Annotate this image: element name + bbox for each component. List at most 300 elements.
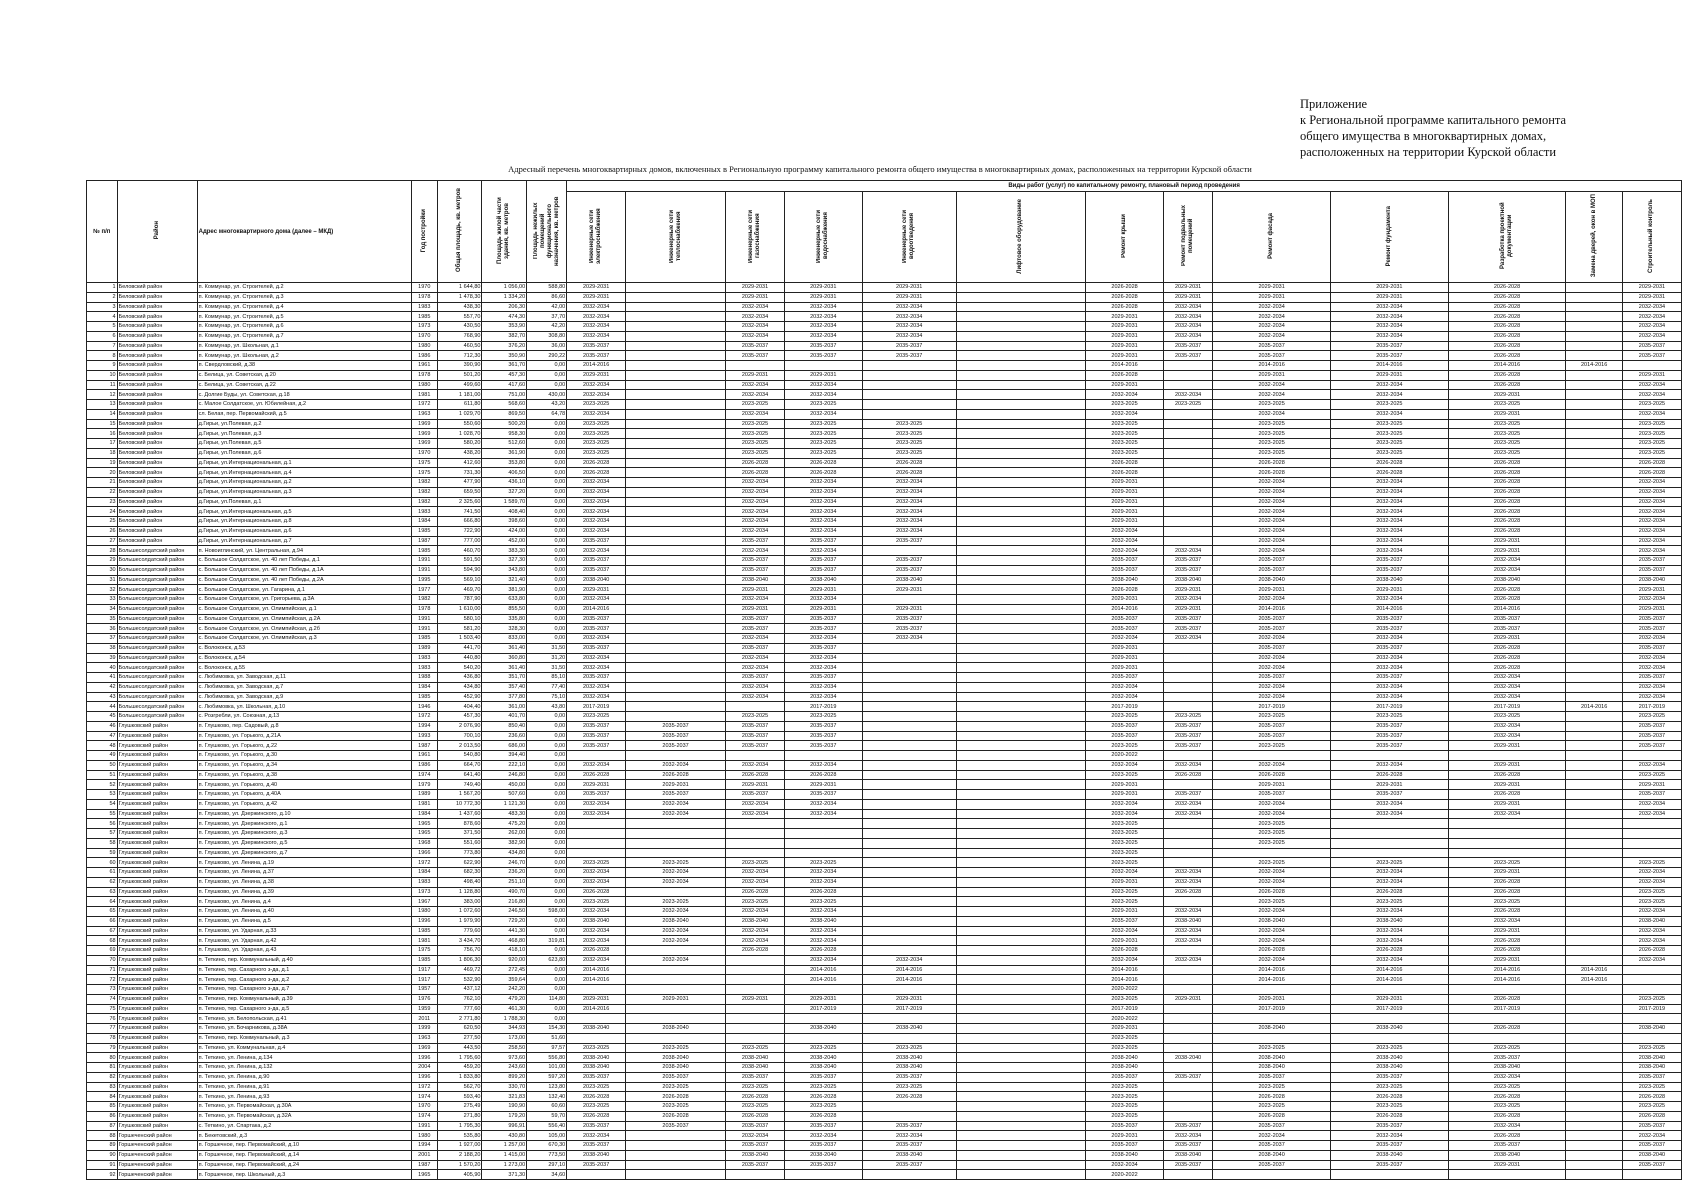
cell-water: 2032-2034	[784, 653, 862, 663]
cell-elec: 2038-2040	[567, 1053, 626, 1063]
cell-gas: 2035-2037	[726, 536, 785, 546]
cell-total-area: 878,60	[437, 819, 482, 829]
cell-facade: 2026-2028	[1213, 770, 1331, 780]
cell-elec: 2035-2037	[567, 643, 626, 653]
cell-heat	[626, 1033, 726, 1043]
cell-sewer	[862, 702, 956, 712]
cell-doors	[1566, 780, 1622, 790]
cell-roof: 2023-2025	[1086, 419, 1164, 429]
cell-num: 26	[87, 526, 118, 536]
cell-design: 2032-2034	[1448, 682, 1566, 692]
cell-water: 2023-2025	[784, 1082, 862, 1092]
cell-design: 2026-2028	[1448, 1092, 1566, 1102]
table-row	[87, 848, 1682, 858]
cell-lift	[956, 936, 1085, 946]
cell-facade: 2026-2028	[1213, 458, 1331, 468]
cell-total-area: 593,40	[437, 1092, 482, 1102]
cell-elec: 2029-2031	[567, 780, 626, 790]
cell-control: 2032-2034	[1622, 302, 1681, 312]
cell-sewer: 2032-2034	[862, 322, 956, 332]
cell-doors: 2014-2016	[1566, 965, 1622, 975]
cell-nonres-area: 0,00	[527, 887, 567, 897]
cell-control: 2023-2025	[1622, 429, 1681, 439]
cell-doors	[1566, 643, 1622, 653]
cell-elec: 2035-2037	[567, 1141, 626, 1151]
cell-roof: 2038-2040	[1086, 1053, 1164, 1063]
cell-living-area: 350,90	[482, 351, 527, 361]
cell-living-area: 361,40	[482, 663, 527, 673]
cell-elec	[567, 1170, 626, 1180]
cell-control: 2032-2034	[1622, 809, 1681, 819]
cell-year: 1976	[411, 994, 437, 1004]
cell-address: п. Теткино, пер. Коммунальный, д.3	[197, 1033, 411, 1043]
cell-roof: 2023-2025	[1086, 1082, 1164, 1092]
table-row	[87, 731, 1682, 741]
cell-heat: 2035-2037	[626, 790, 726, 800]
cell-basement	[1163, 858, 1212, 868]
cell-foundation: 2032-2034	[1331, 478, 1449, 488]
cell-basement	[1163, 439, 1212, 449]
cell-roof: 2032-2034	[1086, 682, 1164, 692]
cell-district: Большесолдатский район	[117, 546, 197, 556]
cell-num: 75	[87, 1004, 118, 1014]
cell-doors	[1566, 341, 1622, 351]
cell-facade: 2023-2025	[1213, 741, 1331, 751]
cell-gas: 2032-2034	[726, 634, 785, 644]
cell-nonres-area: 556,80	[527, 1053, 567, 1063]
cell-num: 30	[87, 565, 118, 575]
cell-facade: 2032-2034	[1213, 302, 1331, 312]
cell-facade: 2032-2034	[1213, 526, 1331, 536]
cell-control: 2032-2034	[1622, 409, 1681, 419]
cell-water: 2029-2031	[784, 585, 862, 595]
cell-control: 2029-2031	[1622, 292, 1681, 302]
cell-elec: 2035-2037	[567, 556, 626, 566]
cell-gas: 2032-2034	[726, 390, 785, 400]
cell-lift	[956, 1092, 1085, 1102]
cell-facade: 2017-2019	[1213, 1004, 1331, 1014]
cell-doors	[1566, 829, 1622, 839]
cell-district: Глушковский район	[117, 897, 197, 907]
cell-elec: 2035-2037	[567, 673, 626, 683]
cell-facade: 2038-2040	[1213, 1024, 1331, 1034]
cell-gas: 2029-2031	[726, 283, 785, 293]
cell-facade: 2032-2034	[1213, 760, 1331, 770]
cell-design: 2029-2031	[1448, 634, 1566, 644]
cell-gas: 2023-2025	[726, 429, 785, 439]
cell-basement	[1163, 487, 1212, 497]
cell-roof: 2023-2025	[1086, 897, 1164, 907]
cell-district: Беловский район	[117, 322, 197, 332]
cell-elec: 2026-2028	[567, 946, 626, 956]
cell-num: 84	[87, 1092, 118, 1102]
cell-living-area: 246,70	[482, 858, 527, 868]
cell-num: 12	[87, 390, 118, 400]
cell-total-area: 390,90	[437, 361, 482, 371]
cell-lift	[956, 819, 1085, 829]
cell-facade: 2026-2028	[1213, 1092, 1331, 1102]
cell-water: 2032-2034	[784, 517, 862, 527]
cell-elec: 2032-2034	[567, 692, 626, 702]
cell-lift	[956, 302, 1085, 312]
cell-elec: 2032-2034	[567, 877, 626, 887]
cell-num: 58	[87, 838, 118, 848]
cell-facade: 2035-2037	[1213, 790, 1331, 800]
cell-foundation: 2032-2034	[1331, 595, 1449, 605]
cell-facade: 2023-2025	[1213, 448, 1331, 458]
cell-year: 1986	[411, 351, 437, 361]
cell-roof: 2035-2037	[1086, 1121, 1164, 1131]
cell-control: 2032-2034	[1622, 936, 1681, 946]
cell-year: 1985	[411, 312, 437, 322]
cell-doors	[1566, 653, 1622, 663]
cell-sewer	[862, 751, 956, 761]
cell-design: 2035-2037	[1448, 624, 1566, 634]
cell-heat: 2032-2034	[626, 907, 726, 917]
cell-facade: 2038-2040	[1213, 1053, 1331, 1063]
cell-address: п. Горшечное, пер. Первомайский, д.10	[197, 1141, 411, 1151]
cell-sewer: 2026-2028	[862, 1092, 956, 1102]
table-row	[87, 829, 1682, 839]
cell-year: 1984	[411, 868, 437, 878]
cell-address: п. Коммунар, ул. Строителей, д.7	[197, 331, 411, 341]
cell-district: Глушковский район	[117, 760, 197, 770]
cell-foundation: 2032-2034	[1331, 653, 1449, 663]
cell-elec: 2035-2037	[567, 790, 626, 800]
cell-doors	[1566, 400, 1622, 410]
cell-control	[1622, 1170, 1681, 1180]
cell-num: 71	[87, 965, 118, 975]
cell-sewer: 2032-2034	[862, 634, 956, 644]
cell-sewer: 2017-2019	[862, 1004, 956, 1014]
cell-water: 2032-2034	[784, 955, 862, 965]
cell-district: Глушковский район	[117, 1033, 197, 1043]
cell-sewer: 2023-2025	[862, 439, 956, 449]
cell-num: 89	[87, 1141, 118, 1151]
cell-num: 79	[87, 1043, 118, 1053]
cell-living-area: 408,40	[482, 507, 527, 517]
cell-roof: 2029-2031	[1086, 497, 1164, 507]
cell-doors	[1566, 458, 1622, 468]
cell-doors	[1566, 565, 1622, 575]
cell-water: 2026-2028	[784, 946, 862, 956]
cell-control: 2032-2034	[1622, 692, 1681, 702]
cell-water: 2023-2025	[784, 1102, 862, 1112]
cell-roof: 2032-2034	[1086, 390, 1164, 400]
cell-lift	[956, 546, 1085, 556]
cell-elec: 2032-2034	[567, 507, 626, 517]
cell-living-area: 686,00	[482, 741, 527, 751]
cell-elec: 2032-2034	[567, 634, 626, 644]
cell-lift	[956, 946, 1085, 956]
cell-lift	[956, 634, 1085, 644]
cell-doors	[1566, 497, 1622, 507]
cell-foundation: 2026-2028	[1331, 468, 1449, 478]
cell-water: 2029-2031	[784, 292, 862, 302]
cell-lift	[956, 370, 1085, 380]
cell-nonres-area: 0,00	[527, 741, 567, 751]
cell-sewer	[862, 926, 956, 936]
cell-nonres-area: 319,81	[527, 936, 567, 946]
cell-doors	[1566, 790, 1622, 800]
cell-address: п. Горшечное, пер. Школьный, д.3	[197, 1170, 411, 1180]
col-heat: Инженерные сети теплоснабжения	[626, 192, 726, 283]
cell-sewer	[862, 877, 956, 887]
cell-total-area: 540,80	[437, 751, 482, 761]
cell-district: Глушковский район	[117, 799, 197, 809]
cell-num: 65	[87, 907, 118, 917]
cell-water: 2032-2034	[784, 663, 862, 673]
cell-lift	[956, 312, 1085, 322]
cell-living-area: 483,30	[482, 809, 527, 819]
cell-facade: 2032-2034	[1213, 809, 1331, 819]
cell-total-area: 777,00	[437, 536, 482, 546]
cell-water	[784, 985, 862, 995]
cell-doors	[1566, 1131, 1622, 1141]
cell-address: п. Глушково, ул. Дзержинского, д.10	[197, 809, 411, 819]
cell-living-area: 434,80	[482, 848, 527, 858]
cell-address: п. Теткино, ул. Ленина, д.132	[197, 1063, 411, 1073]
table-row	[87, 292, 1682, 302]
cell-facade: 2032-2034	[1213, 955, 1331, 965]
cell-heat	[626, 595, 726, 605]
cell-heat	[626, 712, 726, 722]
cell-num: 18	[87, 448, 118, 458]
cell-total-area: 700,10	[437, 731, 482, 741]
cell-foundation: 2035-2037	[1331, 1121, 1449, 1131]
cell-roof: 2029-2031	[1086, 380, 1164, 390]
cell-basement: 2023-2025	[1163, 400, 1212, 410]
cell-doors	[1566, 312, 1622, 322]
cell-total-area: 562,70	[437, 1082, 482, 1092]
cell-gas: 2029-2031	[726, 604, 785, 614]
cell-address: п. Теткино, пер. Коммунальный, д.39	[197, 994, 411, 1004]
cell-lift	[956, 497, 1085, 507]
cell-basement: 2032-2034	[1163, 907, 1212, 917]
cell-heat: 2023-2025	[626, 1102, 726, 1112]
cell-lift	[956, 429, 1085, 439]
cell-gas: 2035-2037	[726, 1160, 785, 1170]
cell-water: 2029-2031	[784, 780, 862, 790]
cell-nonres-area: 154,30	[527, 1024, 567, 1034]
cell-district: Беловский район	[117, 448, 197, 458]
cell-year: 1974	[411, 1111, 437, 1121]
cell-doors	[1566, 1043, 1622, 1053]
cell-nonres-area: 0,00	[527, 507, 567, 517]
cell-basement	[1163, 468, 1212, 478]
cell-doors	[1566, 838, 1622, 848]
cell-heat	[626, 478, 726, 488]
cell-heat: 2035-2037	[626, 741, 726, 751]
cell-gas: 2026-2028	[726, 770, 785, 780]
cell-lift	[956, 868, 1085, 878]
cell-nonres-area: 101,00	[527, 1063, 567, 1073]
cell-design: 2029-2031	[1448, 741, 1566, 751]
cell-foundation: 2014-2016	[1331, 975, 1449, 985]
cell-facade: 2032-2034	[1213, 682, 1331, 692]
table-row	[87, 614, 1682, 624]
cell-living-area: 243,60	[482, 1063, 527, 1073]
cell-address: п. Глушково, ул. Ленина, д.37	[197, 868, 411, 878]
cell-district: Большесолдатский район	[117, 692, 197, 702]
cell-design: 2026-2028	[1448, 487, 1566, 497]
cell-heat	[626, 390, 726, 400]
cell-facade: 2023-2025	[1213, 1102, 1331, 1112]
cell-facade: 2035-2037	[1213, 1141, 1331, 1151]
cell-sewer: 2023-2025	[862, 429, 956, 439]
cell-control: 2023-2025	[1622, 994, 1681, 1004]
cell-elec: 2032-2034	[567, 322, 626, 332]
cell-foundation: 2023-2025	[1331, 1102, 1449, 1112]
cell-year: 1983	[411, 507, 437, 517]
cell-total-area: 773,80	[437, 848, 482, 858]
cell-control: 2035-2037	[1622, 790, 1681, 800]
cell-living-area: 850,40	[482, 721, 527, 731]
cell-address: с. Волоконск, д.54	[197, 653, 411, 663]
cell-living-area: 1 056,00	[482, 283, 527, 293]
cell-basement: 2032-2034	[1163, 390, 1212, 400]
cell-lift	[956, 653, 1085, 663]
cell-lift	[956, 1141, 1085, 1151]
cell-num: 39	[87, 653, 118, 663]
cell-num: 88	[87, 1131, 118, 1141]
cell-design: 2032-2034	[1448, 565, 1566, 575]
cell-year: 1975	[411, 468, 437, 478]
cell-living-area: 343,80	[482, 565, 527, 575]
cell-facade: 2032-2034	[1213, 390, 1331, 400]
cell-facade: 2023-2025	[1213, 1043, 1331, 1053]
table-row	[87, 1160, 1682, 1170]
cell-sewer	[862, 409, 956, 419]
cell-sewer: 2032-2034	[862, 478, 956, 488]
cell-sewer: 2035-2037	[862, 1141, 956, 1151]
cell-elec: 2035-2037	[567, 536, 626, 546]
cell-water: 2032-2034	[784, 507, 862, 517]
cell-total-area: 731,30	[437, 468, 482, 478]
cell-year: 1991	[411, 614, 437, 624]
cell-elec	[567, 1033, 626, 1043]
cell-water: 2032-2034	[784, 526, 862, 536]
cell-year: 1965	[411, 829, 437, 839]
cell-facade: 2023-2025	[1213, 419, 1331, 429]
cell-district: Большесолдатский район	[117, 565, 197, 575]
cell-year: 1946	[411, 702, 437, 712]
cell-roof: 2032-2034	[1086, 634, 1164, 644]
cell-gas: 2029-2031	[726, 370, 785, 380]
cell-control: 2023-2025	[1622, 712, 1681, 722]
cell-lift	[956, 1170, 1085, 1180]
cell-lift	[956, 595, 1085, 605]
cell-living-area: 869,50	[482, 409, 527, 419]
table-row	[87, 858, 1682, 868]
cell-control	[1622, 361, 1681, 371]
cell-nonres-area: 623,80	[527, 955, 567, 965]
cell-facade: 2014-2016	[1213, 361, 1331, 371]
cell-elec: 2029-2031	[567, 283, 626, 293]
cell-district: Беловский район	[117, 526, 197, 536]
cell-foundation: 2035-2037	[1331, 565, 1449, 575]
cell-district: Глушковский район	[117, 819, 197, 829]
cell-basement: 2035-2037	[1163, 731, 1212, 741]
cell-lift	[956, 760, 1085, 770]
cell-total-area: 1 610,00	[437, 604, 482, 614]
cell-doors	[1566, 1082, 1622, 1092]
cell-num: 53	[87, 790, 118, 800]
cell-nonres-area: 31,20	[527, 653, 567, 663]
cell-doors	[1566, 478, 1622, 488]
cell-sewer	[862, 692, 956, 702]
cell-basement: 2032-2034	[1163, 955, 1212, 965]
cell-gas	[726, 819, 785, 829]
col-sewer: Инженерные сети водоотведения	[862, 192, 956, 283]
cell-num: 16	[87, 429, 118, 439]
cell-design: 2023-2025	[1448, 1082, 1566, 1092]
cell-roof: 2020-2022	[1086, 1014, 1164, 1024]
cell-water: 2038-2040	[784, 1063, 862, 1073]
cell-total-area: 440,80	[437, 653, 482, 663]
table-row	[87, 877, 1682, 887]
cell-num: 85	[87, 1102, 118, 1112]
cell-district: Глушковский район	[117, 1092, 197, 1102]
cell-district: Глушковский район	[117, 985, 197, 995]
cell-roof: 2023-2025	[1086, 838, 1164, 848]
cell-nonres-area: 0,00	[527, 439, 567, 449]
cell-gas: 2023-2025	[726, 897, 785, 907]
cell-roof: 2023-2025	[1086, 712, 1164, 722]
cell-lift	[956, 1102, 1085, 1112]
cell-heat	[626, 848, 726, 858]
cell-lift	[956, 985, 1085, 995]
cell-elec: 2029-2031	[567, 370, 626, 380]
cell-nonres-area: 0,00	[527, 916, 567, 926]
cell-total-area: 1 570,20	[437, 1160, 482, 1170]
cell-heat	[626, 341, 726, 351]
cell-year: 1980	[411, 1131, 437, 1141]
cell-design: 2032-2034	[1448, 1072, 1566, 1082]
cell-roof: 2023-2025	[1086, 848, 1164, 858]
cell-district: Беловский район	[117, 517, 197, 527]
cell-basement: 2038-2040	[1163, 916, 1212, 926]
cell-district: Глушковский район	[117, 790, 197, 800]
cell-living-area: 361,40	[482, 643, 527, 653]
cell-living-area: 401,70	[482, 712, 527, 722]
cell-nonres-area: 0,00	[527, 1014, 567, 1024]
cell-control: 2038-2040	[1622, 1150, 1681, 1160]
cell-gas: 2026-2028	[726, 1111, 785, 1121]
cell-basement: 2035-2037	[1163, 790, 1212, 800]
cell-district: Большесолдатский район	[117, 575, 197, 585]
cell-basement	[1163, 673, 1212, 683]
cell-sewer: 2035-2037	[862, 565, 956, 575]
cell-doors	[1566, 409, 1622, 419]
cell-foundation: 2035-2037	[1331, 741, 1449, 751]
cell-roof: 2032-2034	[1086, 926, 1164, 936]
cell-sewer	[862, 887, 956, 897]
cell-sewer	[862, 799, 956, 809]
cell-design	[1448, 838, 1566, 848]
cell-heat	[626, 487, 726, 497]
cell-elec	[567, 985, 626, 995]
cell-foundation: 2035-2037	[1331, 643, 1449, 653]
cell-heat	[626, 283, 726, 293]
cell-elec: 2032-2034	[567, 409, 626, 419]
cell-year: 1999	[411, 1024, 437, 1034]
cell-roof: 2038-2040	[1086, 1150, 1164, 1160]
cell-facade	[1213, 751, 1331, 761]
cell-foundation: 2023-2025	[1331, 439, 1449, 449]
cell-district: Горшеченский район	[117, 1131, 197, 1141]
cell-sewer	[862, 848, 956, 858]
